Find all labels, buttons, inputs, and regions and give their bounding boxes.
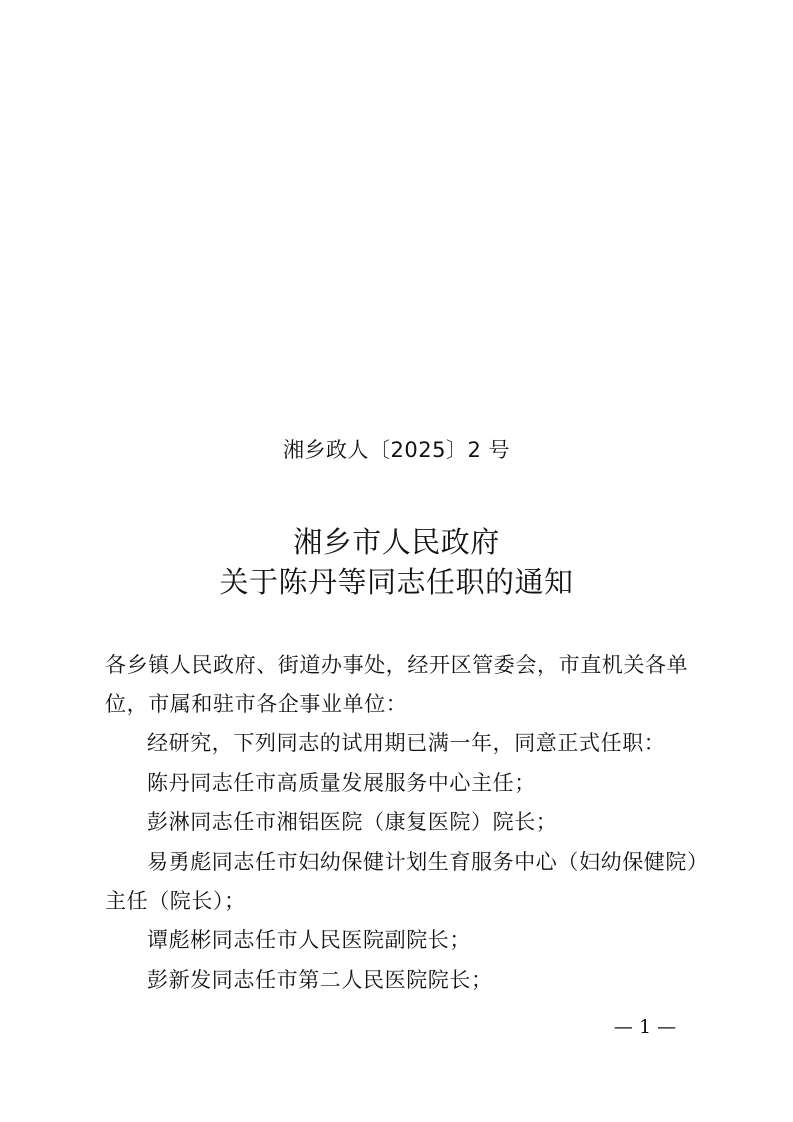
document-title-line-1: 湘乡市人民政府 — [293, 525, 500, 559]
document-title-line-2: 关于陈丹等同志任职的通知 — [219, 565, 574, 599]
appointment-item-continuation: 主任（院长）； — [105, 889, 246, 913]
addressee-line-2: 位，市属和驻市各企事业单位： — [105, 692, 408, 716]
addressee-line-1: 各乡镇人民政府、街道办事处，经开区管委会，市直机关各单 — [105, 653, 689, 677]
appointment-item: 谭彪彬同志任市人民医院副院长； — [147, 928, 471, 952]
appointment-item: 彭新发同志任市第二人民医院院长； — [147, 968, 493, 992]
body-paragraph-intro: 经研究，下列同志的试用期已满一年，同意正式任职： — [147, 731, 666, 755]
document-number: 湘乡政人〔2025〕2 号 — [283, 438, 510, 462]
appointment-item: 陈丹同志任市高质量发展服务中心主任； — [147, 771, 536, 795]
page-number: — 1 — — [613, 1016, 677, 1038]
appointment-item: 易勇彪同志任市妇幼保健计划生育服务中心（妇幼保健院） — [147, 850, 709, 874]
appointment-item: 彭淋同志任市湘铝医院（康复医院）院长； — [147, 810, 558, 834]
